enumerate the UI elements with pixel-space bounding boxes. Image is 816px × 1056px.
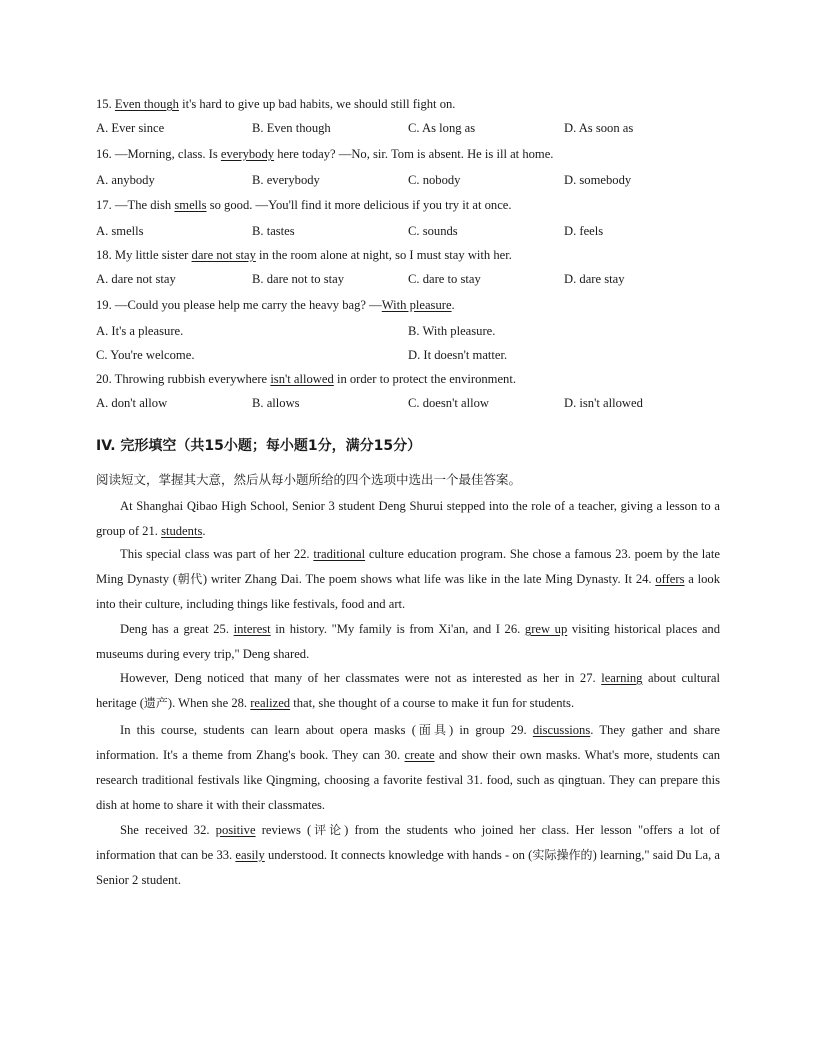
text-run: However, Deng noticed that many of her classmates were not as interested as her in 27. <box>120 671 602 685</box>
text-run: In this course, students can learn about opera masks ( <box>120 723 416 737</box>
question-text-pre: —The dish <box>114 198 175 212</box>
chinese-gloss: 朝代 <box>177 572 203 586</box>
question-19 <box>96 297 455 313</box>
answer-underlined: interest <box>233 622 271 636</box>
option-a: A. anybody <box>96 173 155 187</box>
question-number: 18. <box>96 248 112 262</box>
text-run: . <box>202 524 206 538</box>
option-d: D. It doesn't matter. <box>408 348 508 362</box>
question-17 <box>96 197 512 213</box>
answer-underlined: create <box>404 748 435 762</box>
question-text-pre: —Morning, class. Is <box>114 147 221 161</box>
option-b: B. tastes <box>252 224 295 238</box>
option-b: B. With pleasure. <box>408 324 496 338</box>
passage-paragraph <box>96 494 720 544</box>
text-run: At Shanghai Qibao High School, Senior 3 student Deng Shurui stepped into the role of a teacher, giving a lesson to a group of 21. <box>96 499 720 538</box>
question-18 <box>96 247 512 263</box>
option-d: D. As soon as <box>564 121 634 135</box>
question-text-post: in the room alone at night, so I must stay with her. <box>255 248 512 262</box>
option-a: A. don't allow <box>96 396 168 410</box>
answer-underlined: students <box>161 524 203 538</box>
text-run: in history. "My family is from Xi'an, and I 26. <box>270 622 525 636</box>
question-answer-underlined: dare not stay <box>191 248 256 262</box>
section-instruction: 阅读短文，掌握其大意，然后从每小题所给的四个选项中选出一个最佳答案。 <box>96 472 522 487</box>
question-number: 16. <box>96 147 112 161</box>
question-answer-underlined: isn't allowed <box>270 372 334 386</box>
text-run: reviews ( <box>255 823 312 837</box>
answer-underlined: traditional <box>313 547 366 561</box>
passage-paragraph <box>96 617 720 667</box>
answer-underlined: discussions <box>532 723 591 737</box>
answer-underlined: offers <box>655 572 685 586</box>
answer-underlined: easily <box>235 848 265 862</box>
option-b: B. dare not to stay <box>252 272 344 286</box>
option-c: C. nobody <box>408 173 461 187</box>
option-d: D. dare stay <box>564 272 625 286</box>
text-run: that, she thought of a course to make it fun for students. <box>290 696 575 710</box>
question-16 <box>96 146 553 162</box>
question-text-pre: Throwing rubbish everywhere <box>114 372 271 386</box>
text-run: Deng has a great 25. <box>120 622 234 636</box>
text-run: culture education program. She chose a famous 23. poem by the late Ming Dynasty ( <box>96 547 720 586</box>
option-c: C. You're welcome. <box>96 348 195 362</box>
question-15 <box>96 96 455 112</box>
question-text-post: it's hard to give up bad habits, we should still fight on. <box>178 97 456 111</box>
text-run: ) in group 29. <box>449 723 533 737</box>
text-run: about cultural heritage ( <box>96 671 720 710</box>
option-a: A. smells <box>96 224 144 238</box>
question-answer-underlined: Even though <box>114 97 179 111</box>
question-number: 15. <box>96 97 112 111</box>
question-text-pre: —Could you please help me carry the heavy bag? — <box>114 298 382 312</box>
chinese-gloss: 遗产 <box>143 696 168 710</box>
question-20 <box>96 371 516 387</box>
text-run: understood. It connects knowledge with hands - on ( <box>264 848 533 862</box>
option-d: D. somebody <box>564 173 632 187</box>
option-a: A. Ever since <box>96 121 165 135</box>
question-text-post: in order to protect the environment. <box>333 372 517 386</box>
text-run: a look into their culture, including things like festivals, food and art. <box>96 572 720 611</box>
text-run: This special class was part of her 22. <box>120 547 314 561</box>
text-run: ) from the students who joined her class. Her lesson "offers a lot of information that can be 33. <box>96 823 721 862</box>
option-c: C. As long as <box>408 121 476 135</box>
passage-paragraph <box>96 818 720 893</box>
chinese-gloss: 评论 <box>311 823 345 837</box>
text-run: ) learning," said Du La, a Senior 2 student. <box>96 848 720 887</box>
chinese-gloss: 面具 <box>415 723 449 737</box>
passage-paragraph <box>96 542 720 617</box>
option-b: B. allows <box>252 396 300 410</box>
option-a: A. It's a pleasure. <box>96 324 184 338</box>
text-run: She received 32. <box>120 823 216 837</box>
option-d: D. isn't allowed <box>564 396 643 410</box>
option-c: C. dare to stay <box>408 272 481 286</box>
text-run: . They gather and share information. It's a theme from Zhang's book. They can 30. <box>96 723 720 762</box>
option-c: C. doesn't allow <box>408 396 489 410</box>
option-c: C. sounds <box>408 224 458 238</box>
answer-underlined: learning <box>601 671 643 685</box>
answer-underlined: realized <box>250 696 291 710</box>
text-run: visiting historical places and museums during every trip," Deng shared. <box>96 622 721 661</box>
question-text-post: so good. —You'll find it more delicious if you try it at once. <box>206 198 512 212</box>
section-heading: IV. 完形填空（共15小题；每小题1分，满分15分） <box>96 438 422 454</box>
text-run: ). When she 28. <box>167 696 251 710</box>
question-answer-underlined: With pleasure <box>381 298 452 312</box>
option-b: B. Even though <box>252 121 331 135</box>
passage-paragraph <box>96 666 720 716</box>
answer-underlined: positive <box>215 823 256 837</box>
option-a: A. dare not stay <box>96 272 176 286</box>
question-number: 17. <box>96 198 112 212</box>
question-text-pre: My little sister <box>114 248 192 262</box>
question-number: 20. <box>96 372 112 386</box>
question-text-post: here today? —No, sir. Tom is absent. He is ill at home. <box>274 147 554 161</box>
answer-underlined: grew up <box>524 622 568 636</box>
question-answer-underlined: smells <box>174 198 207 212</box>
text-run: and show their own masks. What's more, students can research traditional festivals like Qingming, choosing a favorite festival 31. food, such as qingtuan. They can prepare this dish at home to share it with their classmates. <box>96 748 720 812</box>
question-answer-underlined: everybody <box>220 147 275 161</box>
passage-paragraph <box>96 718 720 818</box>
text-run: ) writer Zhang Dai. The poem shows what life was like in the late Ming Dynasty. It 24. <box>202 572 656 586</box>
question-text-post: . <box>451 298 455 312</box>
option-b: B. everybody <box>252 173 320 187</box>
option-d: D. feels <box>564 224 604 238</box>
chinese-gloss: 实际操作的 <box>532 848 593 862</box>
question-number: 19. <box>96 298 112 312</box>
